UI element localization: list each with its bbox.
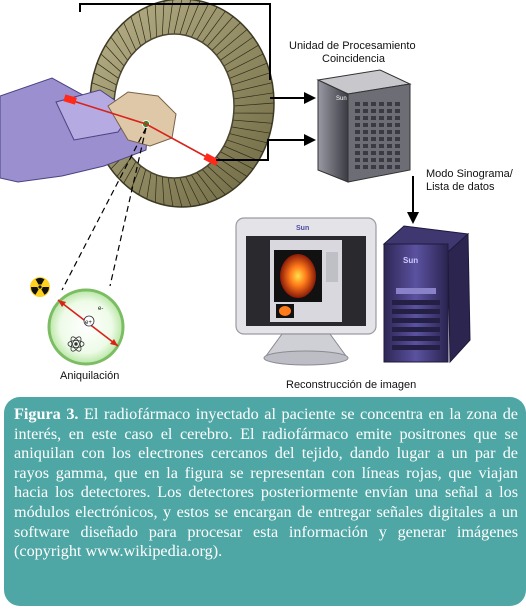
vent-slot	[387, 123, 392, 127]
vent-slot	[379, 165, 384, 169]
vent-slot	[371, 116, 376, 120]
electron-label: e-	[98, 306, 104, 312]
vent-slot	[371, 158, 376, 162]
vent-slot	[363, 158, 368, 162]
vent-slot	[355, 130, 360, 134]
vent-slot	[355, 102, 360, 106]
figure-label: Figura 3.	[14, 405, 79, 423]
label-processing-unit-2: Coincidencia	[322, 53, 385, 65]
vent-slot	[379, 116, 384, 120]
vent-slot	[387, 116, 392, 120]
vent-slot	[371, 137, 376, 141]
monitor	[236, 218, 376, 365]
server-tower	[384, 226, 470, 362]
vent-slot	[355, 137, 360, 141]
vent-slot	[355, 123, 360, 127]
vent-slot	[371, 123, 376, 127]
vent-slot	[355, 151, 360, 155]
vent-slot	[379, 109, 384, 113]
brain-scan-image	[280, 254, 316, 298]
drive-bay	[392, 300, 440, 305]
vent-slot	[379, 144, 384, 148]
vent-slot	[387, 165, 392, 169]
vent-slot	[395, 137, 400, 141]
vent-slot	[387, 109, 392, 113]
monitor-brand: Sun	[296, 225, 310, 232]
label-annihilation: Aniquilación	[60, 370, 120, 382]
drive-bay	[392, 309, 440, 314]
annihilation-detail	[49, 290, 123, 364]
label-sinogram-2: Lista de datos	[426, 181, 495, 193]
vent-slot	[363, 116, 368, 120]
vent-slot	[395, 130, 400, 134]
vent-slot	[379, 130, 384, 134]
vent-slot	[379, 137, 384, 141]
vent-slot	[395, 144, 400, 148]
vent-slot	[395, 109, 400, 113]
vent-slot	[371, 165, 376, 169]
vent-slot	[355, 116, 360, 120]
vent-slot	[363, 137, 368, 141]
vent-slot	[371, 109, 376, 113]
unit-brand: Sun	[336, 96, 347, 102]
vent-slot	[395, 165, 400, 169]
vent-slot	[395, 102, 400, 106]
label-sinogram-1: Modo Sinograma/	[426, 168, 513, 180]
vent-slot	[371, 102, 376, 106]
vent-slot	[371, 130, 376, 134]
vent-slot	[363, 102, 368, 106]
vent-slot	[379, 158, 384, 162]
drive-bay	[392, 327, 440, 332]
caption-text: El radiofármaco inyectado al paciente se concentra en la zona de interés, en este caso el cerebro. El radiofármaco emite positrones que se aniquilan con los electrones cercanos del tejido, dando lugar a un par de rayos gamma, que en la figura se representan con líneas rojas, que viajan hacia los detectores. Los detectores posteriormente envían una señal a los módulos electrónicos, y estos se encargan de entregar señales digitales a un software diseñado para procesar esta información y generar imágenes (copyright www.wikipedia.org).	[14, 405, 518, 561]
vent-slot	[387, 151, 392, 155]
drive-bay	[392, 318, 440, 323]
vent-slot	[363, 109, 368, 113]
vent-slot	[387, 144, 392, 148]
positron-label: e+	[85, 320, 92, 326]
drive-bay	[392, 345, 440, 350]
label-reconstruction: Reconstrucción de imagen	[286, 379, 417, 391]
vent-slot	[363, 123, 368, 127]
vent-slot	[387, 158, 392, 162]
vent-slot	[371, 151, 376, 155]
server-brand: Sun	[403, 256, 419, 265]
vent-slot	[387, 137, 392, 141]
vent-slot	[363, 151, 368, 155]
vent-slot	[371, 144, 376, 148]
figure-caption	[4, 397, 526, 606]
coincidence-unit	[318, 70, 410, 182]
vent-slot	[395, 123, 400, 127]
vent-slot	[379, 151, 384, 155]
vent-slot	[395, 158, 400, 162]
vent-slot	[355, 165, 360, 169]
vent-slot	[387, 130, 392, 134]
vent-slot	[363, 165, 368, 169]
vent-slot	[387, 102, 392, 106]
label-processing-unit-1: Unidad de Procesamiento	[289, 40, 416, 52]
vent-slot	[379, 102, 384, 106]
vent-slot	[355, 158, 360, 162]
vent-slot	[355, 144, 360, 148]
vent-slot	[355, 109, 360, 113]
vent-slot	[363, 144, 368, 148]
vent-slot	[379, 123, 384, 127]
vent-slot	[395, 151, 400, 155]
vent-slot	[363, 130, 368, 134]
vent-slot	[395, 116, 400, 120]
drive-bay	[392, 336, 440, 341]
radiation-icon	[29, 275, 50, 297]
